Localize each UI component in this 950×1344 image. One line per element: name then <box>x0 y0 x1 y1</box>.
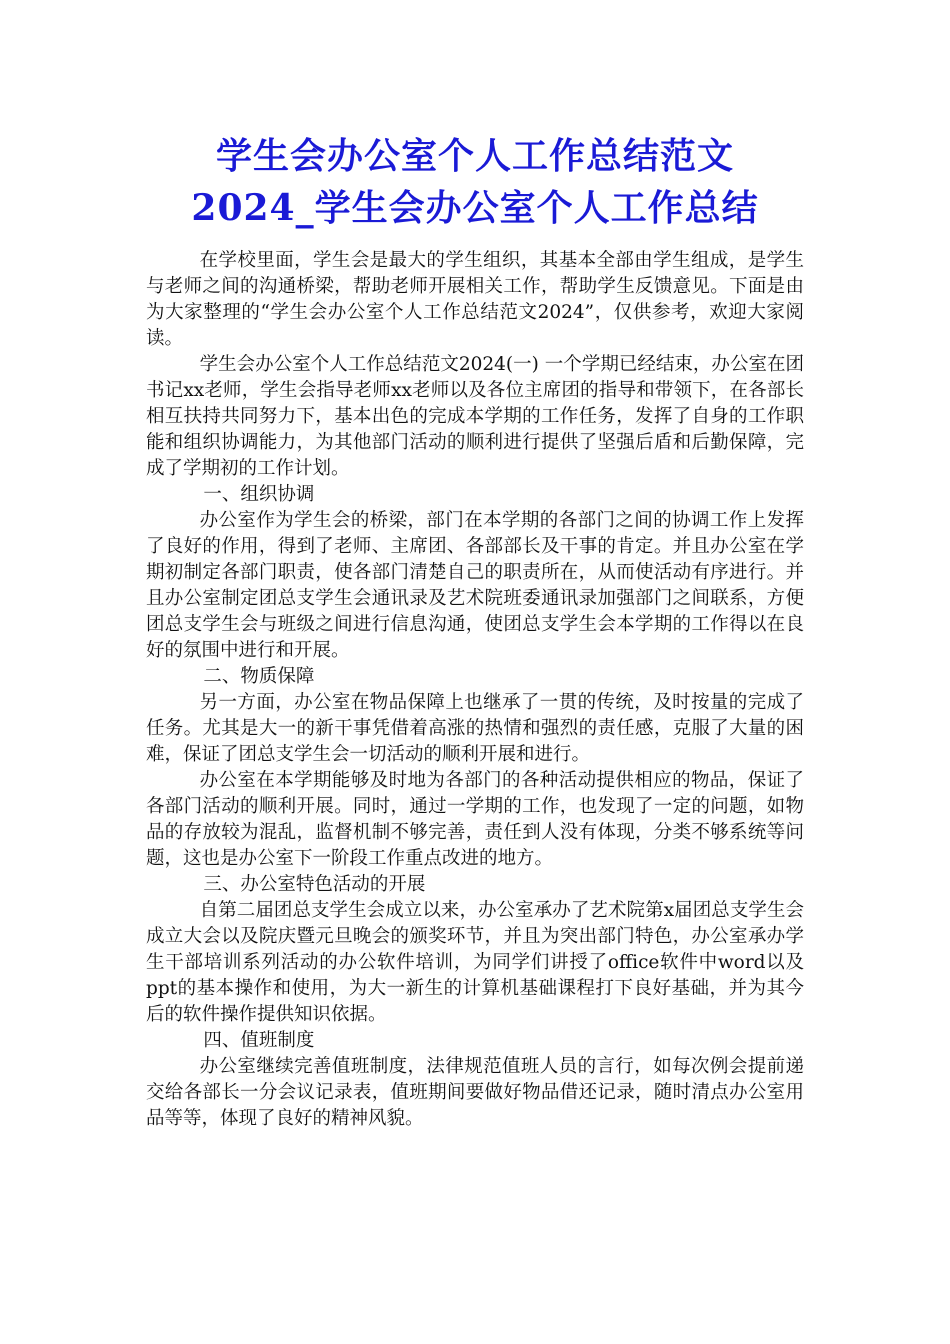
section-heading-3: 三、办公室特色活动的开展 <box>203 874 426 895</box>
title-line-1: 学生会办公室个人工作总结范文 <box>215 135 734 177</box>
section-heading-1: 一、组织协调 <box>203 484 315 505</box>
summary-paragraph-1: 学生会办公室个人工作总结范文2024(一) 一个学期已经结束，办公室在团书记xx老师，学生会指导老师xx老师以及各位主席团的指导和带领下，在各部长相互扶持共同努力下，基本出色的完成本学期的工作任务，发挥了自身的工作职能和组织协调能力，为其他部门活动的顺利进行提供了坚强后盾和后勤保障，完成了学期初的工作计划。 <box>146 354 804 479</box>
section-2-paragraph-1: 另一方面，办公室在物品保障上也继承了一贯的传统，及时按量的完成了任务。尤其是大一的新干事凭借着高涨的热情和强烈的责任感，克服了大量的困难，保证了团总支学生会一切活动的顺利开展和进行。 <box>146 692 804 765</box>
document-title <box>120 130 830 234</box>
section-heading-4: 四、值班制度 <box>203 1030 315 1051</box>
title-line-2: 2024_学生会办公室个人工作总结 <box>191 187 759 229</box>
section-heading-2: 二、物质保障 <box>203 666 315 687</box>
intro-paragraph: 在学校里面，学生会是最大的学生组织，其基本全部由学生组成，是学生与老师之间的沟通桥梁，帮助老师开展相关工作，帮助学生反馈意见。下面是由为大家整理的“学生会办公室个人工作总结范文2024”，仅供参考，欢迎大家阅读。 <box>146 250 804 349</box>
section-3-paragraph: 自第二届团总支学生会成立以来，办公室承办了艺术院第x届团总支学生会成立大会以及院庆暨元旦晚会的颁奖环节，并且为突出部门特色，办公室承办学生干部培训系列活动的办公软件培训，为同学们讲授了office软件中word以及ppt的基本操作和使用，为大一新生的计算机基础课程打下良好基础，并为其今后的软件操作提供知识依据。 <box>146 900 804 1025</box>
section-1-paragraph: 办公室作为学生会的桥梁，部门在本学期的各部门之间的协调工作上发挥了良好的作用，得到了老师、主席团、各部部长及干事的肯定。并且办公室在学期初制定各部门职责，使各部门清楚自己的职责所在，从而使活动有序进行。并且办公室制定团总支学生会通讯录及艺术院班委通讯录加强部门之间联系，方便团总支学生会与班级之间进行信息沟通，使团总支学生会本学期的工作得以在良好的氛围中进行和开展。 <box>146 510 804 661</box>
section-4-paragraph: 办公室继续完善值班制度，法律规范值班人员的言行，如每次例会提前递交给各部长一分会议记录表，值班期间要做好物品借还记录，随时清点办公室用品等等，体现了良好的精神风貌。 <box>146 1056 804 1129</box>
document-body <box>146 248 804 1132</box>
section-2-paragraph-2: 办公室在本学期能够及时地为各部门的各种活动提供相应的物品，保证了各部门活动的顺利开展。同时，通过一学期的工作，也发现了一定的问题，如物品的存放较为混乱，监督机制不够完善，责任到人没有体现，分类不够系统等问题，这也是办公室下一阶段工作重点改进的地方。 <box>146 770 804 869</box>
